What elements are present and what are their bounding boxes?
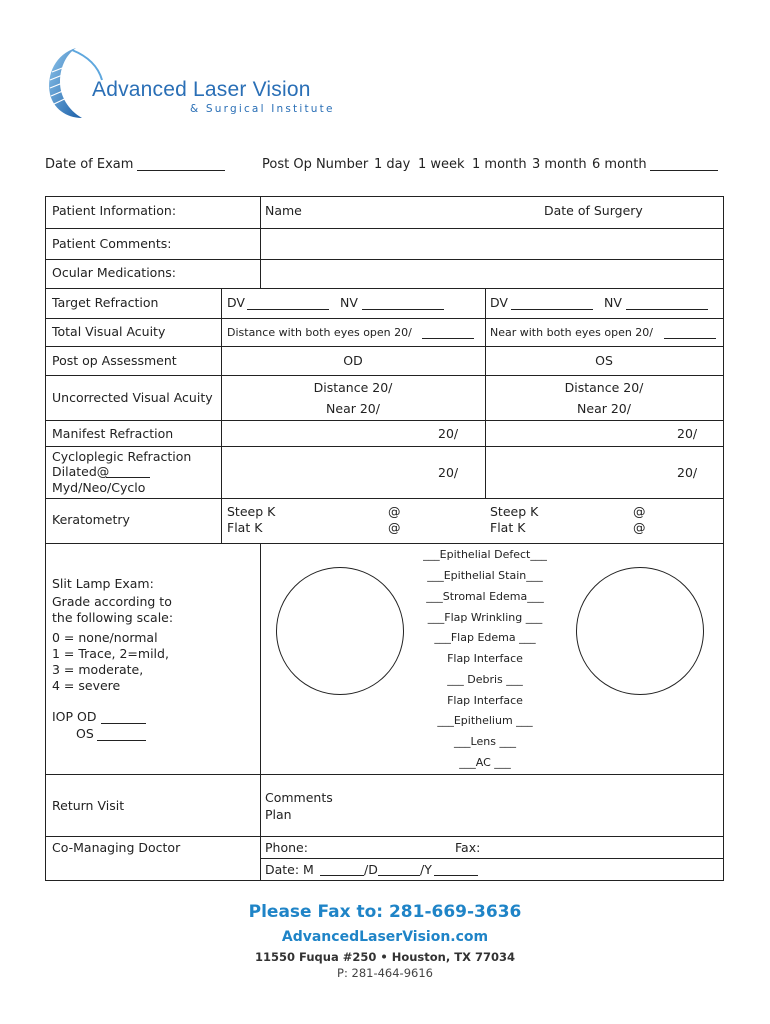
comments-label: Comments [265, 790, 333, 805]
od-steep-k-at: @ [388, 504, 401, 519]
date-year-field[interactable] [434, 864, 478, 876]
date-of-exam-label: Date of Exam [45, 157, 134, 172]
od-steep-k-label: Steep K [227, 504, 276, 519]
finding-flap-interface-1[interactable]: Flap Interface [447, 652, 523, 665]
os-eye-diagram[interactable] [576, 567, 704, 695]
phone-label: Phone: [265, 840, 308, 855]
finding-epithelial-defect[interactable]: ___Epithelial Defect___ [423, 548, 547, 561]
od-distance-label[interactable]: Distance 20/ [313, 380, 393, 395]
co-managing-doctor-label: Co-Managing Doctor [52, 840, 181, 855]
scale-0: 0 = none/normal [52, 630, 158, 645]
brand-subtitle: & Surgical Institute [190, 103, 335, 115]
od-manifest-value[interactable]: 20/ [438, 426, 459, 441]
distance-both-eyes-label: Distance with both eyes open 20/ [227, 326, 412, 339]
slit-lamp-line-3: the following scale: [52, 610, 174, 625]
patient-information-label: Patient Information: [52, 203, 177, 218]
od-cycloplegic-value[interactable]: 20/ [438, 465, 459, 480]
od-eye-diagram[interactable] [276, 567, 404, 695]
footer-phone: P: 281-464-9616 [337, 966, 433, 980]
finding-flap-edema[interactable]: ___Flap Edema ___ [434, 631, 536, 644]
address: 11550 Fuqua #250 • Houston, TX 77034 [255, 950, 515, 964]
iop-os-label: OS [76, 726, 94, 741]
od-near-label[interactable]: Near 20/ [326, 401, 380, 416]
od-dv-field[interactable] [247, 298, 329, 310]
finding-flap-interface-2[interactable]: Flap Interface [447, 694, 523, 707]
comments-plan-field[interactable] [262, 776, 722, 835]
myd-neo-cyclo-label: Myd/Neo/Cyclo [52, 480, 146, 495]
os-flat-k-at: @ [633, 520, 646, 535]
dilated-field[interactable] [106, 466, 150, 478]
iop-od-label: IOP OD [52, 709, 97, 724]
os-steep-k-at: @ [633, 504, 646, 519]
keratometry-label: Keratometry [52, 512, 130, 527]
interval-1-week[interactable]: 1 week [418, 157, 465, 172]
finding-flap-wrinkling[interactable]: ___Flap Wrinkling ___ [427, 611, 543, 624]
finding-debris[interactable]: ___ Debris ___ [447, 673, 523, 686]
uncorrected-va-label: Uncorrected Visual Acuity [52, 390, 213, 405]
os-nv-field[interactable] [626, 298, 708, 310]
interval-1-month[interactable]: 1 month [472, 157, 527, 172]
post-op-assessment-label: Post op Assessment [52, 353, 177, 368]
target-refraction-label: Target Refraction [52, 295, 159, 310]
os-steep-k-label: Steep K [490, 504, 539, 519]
ocular-medications-label: Ocular Medications: [52, 265, 176, 280]
iop-od-field[interactable] [101, 712, 146, 724]
date-label: Date: M [265, 862, 314, 877]
near-both-eyes-label: Near with both eyes open 20/ [490, 326, 654, 339]
ocular-medications-field[interactable] [262, 261, 722, 287]
os-flat-k-label: Flat K [490, 520, 526, 535]
finding-epithelial-stain[interactable]: ___Epithelial Stain___ [427, 569, 543, 582]
plan-label: Plan [265, 807, 292, 822]
brand-name: Advanced Laser Vision [92, 78, 311, 101]
total-visual-acuity-label: Total Visual Acuity [52, 324, 166, 339]
cycloplegic-label: Cycloplegic Refraction [52, 449, 192, 464]
interval-other-field[interactable] [650, 159, 718, 171]
fax-banner: Please Fax to: 281-669-3636 [248, 902, 522, 922]
slit-lamp-line-2: Grade according to [52, 594, 172, 609]
slit-lamp-title: Slit Lamp Exam: [52, 576, 154, 591]
distance-both-eyes-field[interactable] [422, 327, 474, 339]
os-near-label[interactable]: Near 20/ [577, 401, 631, 416]
interval-1-day[interactable]: 1 day [374, 157, 411, 172]
date-of-exam-field[interactable] [137, 159, 225, 171]
interval-6-month[interactable]: 6 month [592, 157, 647, 172]
od-dv-label: DV [227, 295, 245, 310]
patient-comments-label: Patient Comments: [52, 236, 172, 251]
date-year-label: /Y [420, 862, 432, 877]
date-day-field[interactable] [378, 864, 420, 876]
od-nv-field[interactable] [362, 298, 444, 310]
os-nv-label: NV [604, 295, 622, 310]
patient-comments-field[interactable] [262, 230, 722, 258]
scale-3: 3 = moderate, [52, 662, 144, 677]
finding-ac[interactable]: ___AC ___ [459, 756, 511, 769]
scale-4: 4 = severe [52, 678, 121, 693]
finding-stromal-edema[interactable]: ___Stromal Edema___ [426, 590, 544, 603]
name-label: Name [265, 203, 302, 218]
date-day-label: /D [364, 862, 378, 877]
finding-epithelium[interactable]: ___Epithelium ___ [437, 714, 533, 727]
iop-os-field[interactable] [97, 729, 146, 741]
os-header: OS [595, 353, 613, 368]
date-month-field[interactable] [320, 864, 364, 876]
near-both-eyes-field[interactable] [664, 327, 716, 339]
os-distance-label[interactable]: Distance 20/ [564, 380, 644, 395]
post-op-number-label: Post Op Number [262, 157, 369, 172]
scale-1-2: 1 = Trace, 2=mild, [52, 646, 169, 661]
return-visit-label: Return Visit [52, 798, 125, 813]
manifest-refraction-label: Manifest Refraction [52, 426, 174, 441]
os-manifest-value[interactable]: 20/ [677, 426, 698, 441]
website-link[interactable]: AdvancedLaserVision.com [281, 929, 489, 945]
date-of-surgery-label: Date of Surgery [544, 203, 643, 218]
finding-lens[interactable]: ___Lens ___ [454, 735, 516, 748]
od-header: OD [343, 353, 363, 368]
od-flat-k-label: Flat K [227, 520, 263, 535]
dilated-label: Dilated@ [52, 464, 110, 479]
os-dv-label: DV [490, 295, 508, 310]
od-flat-k-at: @ [388, 520, 401, 535]
os-cycloplegic-value[interactable]: 20/ [677, 465, 698, 480]
interval-3-month[interactable]: 3 month [532, 157, 587, 172]
od-nv-label: NV [340, 295, 358, 310]
fax-label: Fax: [455, 840, 481, 855]
os-dv-field[interactable] [511, 298, 593, 310]
